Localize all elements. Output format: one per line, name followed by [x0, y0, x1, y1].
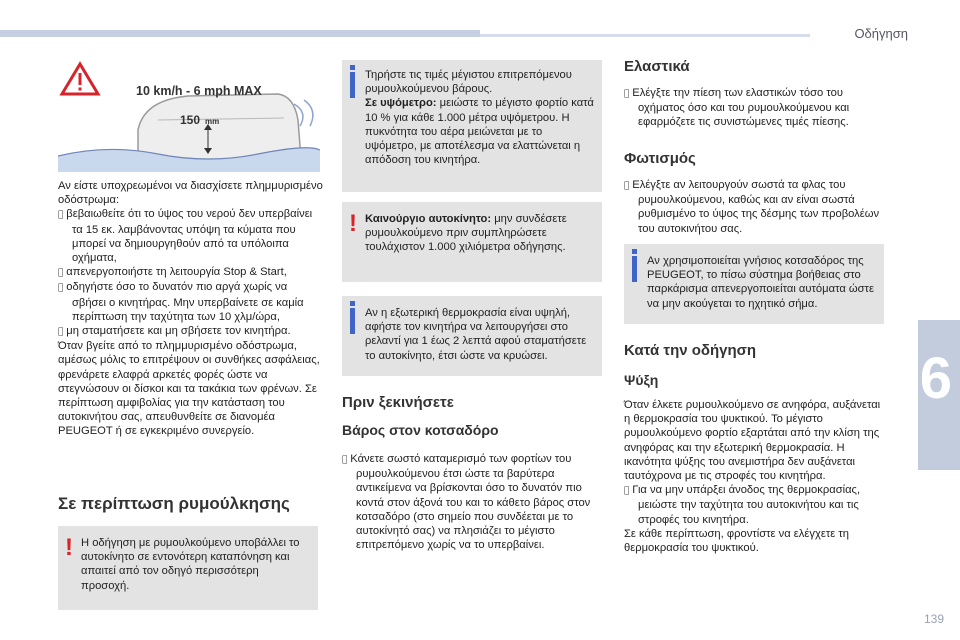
page-number: 139: [923, 612, 944, 626]
warning-text: Η οδήγηση με ρυμουλκούμενο υποβάλλει το αυτοκίνητο σε εντονότερη καταπόνηση και απαιτεί από τον οδηγό περισσότερη προσοχή.: [81, 537, 300, 592]
info-text: Τηρήστε τις τιμές μέγιστου επιτρεπόμενου ρυμουλκούμενου βάρους.: [365, 69, 572, 96]
flooded-road-illustration: [58, 60, 320, 172]
warning-triangle-icon: [62, 64, 98, 94]
before-start-heading: Πριν ξεκινήσετε: [342, 394, 454, 411]
info-text: μειώστε το μέγιστο φορτίο κατά 10 % για κάθε 1.000 μέτρα υψόμετρου. Η πυκνότητα του αέρα μειώνεται με το υψόμετρο, με αποτέλεσμα να ελαττώνεται η απόδοση του κινητήρα.: [365, 97, 594, 167]
max-weight-info-box: [342, 60, 602, 192]
water-depth-value: 150: [180, 113, 201, 127]
bullet-item: Για να μην υπάρξει άνοδος της θερμοκρασίας, μειώστε την ταχύτητα του αυτοκινήτου και τις στροφές του κινητήρα.: [632, 484, 861, 526]
bullet-item: Κάνετε σωστό καταμερισμό των φορτίων του ρυμουλκούμενου έτσι ώστε τα βαρύτερα αντικείμενα να βρίσκονται όσο το δυνατόν πιο κοντά στον άξονά του και το κάθετο βάρος στον κοτσαδόρο (στο σημείο που συνδέεται με το αυτοκίνητό σας) να πλησιάζει το μέγιστο επιτρεπόμενο χωρίς να το υπερβαίνει.: [350, 453, 591, 552]
towing-heading: Σε περίπτωση ρυμούλκησης: [58, 494, 290, 513]
parking-info-box: [624, 244, 884, 324]
info-text: Αν χρησιμοποιείται γνήσιος κοτσαδόρος της PEUGEOT, το πίσω σύστημα βοήθειας στο παρκάρισμα απενεργοποιείται αυτόματα ώστε να μην ακούγεται το ηχητικό σήμα.: [647, 255, 874, 310]
header-bar: [0, 30, 480, 37]
cooling-paragraph: Σε κάθε περίπτωση, φροντίστε να ελέγχετε τη θερμοκρασία του ψυκτικού.: [624, 527, 849, 555]
info-icon: [350, 308, 355, 334]
header-bar-thin: [480, 34, 810, 37]
info-icon: [350, 72, 355, 98]
lights-heading: Φωτισμός: [624, 150, 696, 167]
warning-icon: !: [65, 534, 73, 561]
bullet-item: Ελέγξτε την πίεση των ελαστικών τόσο του οχήματος όσο και του ρυμουλκούμενου και εφαρμόζετε τις συνιστώμενες τιμές πίεσης.: [632, 87, 850, 129]
tyres-heading: Ελαστικά: [624, 58, 690, 75]
cooling-paragraph: Όταν έλκετε ρυμουλκούμενο σε ανηφόρα, αυξάνεται η θερμοκρασία του ψυκτικού. Το μέγιστο ρυμουλκούμενο φορτίο εξαρτάται από την κλίση της ανηφόρας και την εξωτερική θερμοκρασία. Η ικανότητα ψύξης του ανεμιστήρα δεν αυξάνεται ταυτόχρονα με τις στροφές του κινητήρα.: [624, 399, 881, 483]
after-flood-text: Όταν βγείτε από το πλημμυρισμένο οδόστρωμα, αμέσως μόλις το επιτρέψουν οι συνθήκες ασφάλειας, φρενάρετε ελαφρά αρκετές φορές ώστε να στεγνώσουν οι δίσκοι και τα τακάκια των φρένων. Σε περίπτωση αμφιβολίας για την κατάσταση του αυτοκινήτου σας, απευθυνθείτε σε διανομέα PEUGEOT ή σε εγκεκριμένο συνεργείο.: [58, 340, 320, 438]
new-car-label: Καινούργιο αυτοκίνητο:: [365, 213, 492, 225]
bullet-item: Ελέγξτε αν λειτουργούν σωστά τα φλας του ρυμουλκούμενου, καθώς και αν είναι σωστά ρυθμισμένο το ύψος της δέσμης των προβολέων του αυτοκινήτου σας.: [632, 179, 880, 235]
bullet-item: βεβαιωθείτε ότι το ύψος του νερού δεν υπερβαίνει τα 15 εκ. λαμβάνοντας υπόψη τα κύματα που μπορεί να δημιουργηθούν από τα υπόλοιπα οχήματα,: [66, 208, 313, 265]
info-icon: [632, 256, 637, 282]
towing-warning-box: [58, 526, 318, 610]
altitude-label: Σε υψόμετρο:: [365, 97, 437, 110]
chapter-number: 6: [919, 346, 952, 411]
bullet-item: απενεργοποιήστε τη λειτουργία Stop & Start,: [66, 266, 287, 279]
section-title: Οδήγηση: [854, 26, 908, 41]
temperature-info-box: [342, 296, 602, 376]
hitch-weight-heading: Βάρος στον κοτσαδόρο: [342, 422, 499, 438]
info-text: Αν η εξωτερική θερμοκρασία είναι υψηλή, αφήστε τον κινητήρα να λειτουργήσει στο ρελαντί για 1 έως 2 λεπτά αφού σταματήσετε το αυτοκίνητο, έτσι ώστε να κρυώσει.: [365, 307, 587, 362]
cooling-heading: Ψύξη: [624, 372, 659, 388]
while-driving-heading: Κατά την οδήγηση: [624, 342, 757, 359]
cooling-text: [624, 398, 886, 555]
tyres-text: [624, 86, 886, 130]
lights-text: [624, 178, 886, 236]
bullet-item: οδηγήστε όσο το δυνατόν πιο αργά χωρίς να σβήσει ο κινητήρας. Μην υπερβαίνετε σε καμία περίπτωση την ταχύτητα των 10 χλμ/ώρα,: [66, 281, 304, 323]
warning-text: μην συνδέσετε ρυμουλκούμενο πριν συμπληρώσετε τουλάχιστον 1.000 χιλιόμετρα οδήγησης.: [365, 213, 567, 254]
warning-icon: !: [349, 210, 357, 237]
intro-text: Αν είστε υποχρεωμένοι να διασχίσετε πλημμυρισμένο οδόστρωμα:: [58, 180, 323, 207]
bullet-item: μη σταματήσετε και μη σβήσετε τον κινητήρα.: [66, 325, 291, 338]
new-car-warning-box: [342, 202, 602, 282]
speed-limit-label: 10 km/h - 6 mph MAX: [136, 84, 262, 98]
hitch-weight-text: [342, 452, 604, 552]
flooded-road-text: [58, 179, 323, 439]
water-depth-unit: mm: [205, 117, 220, 126]
